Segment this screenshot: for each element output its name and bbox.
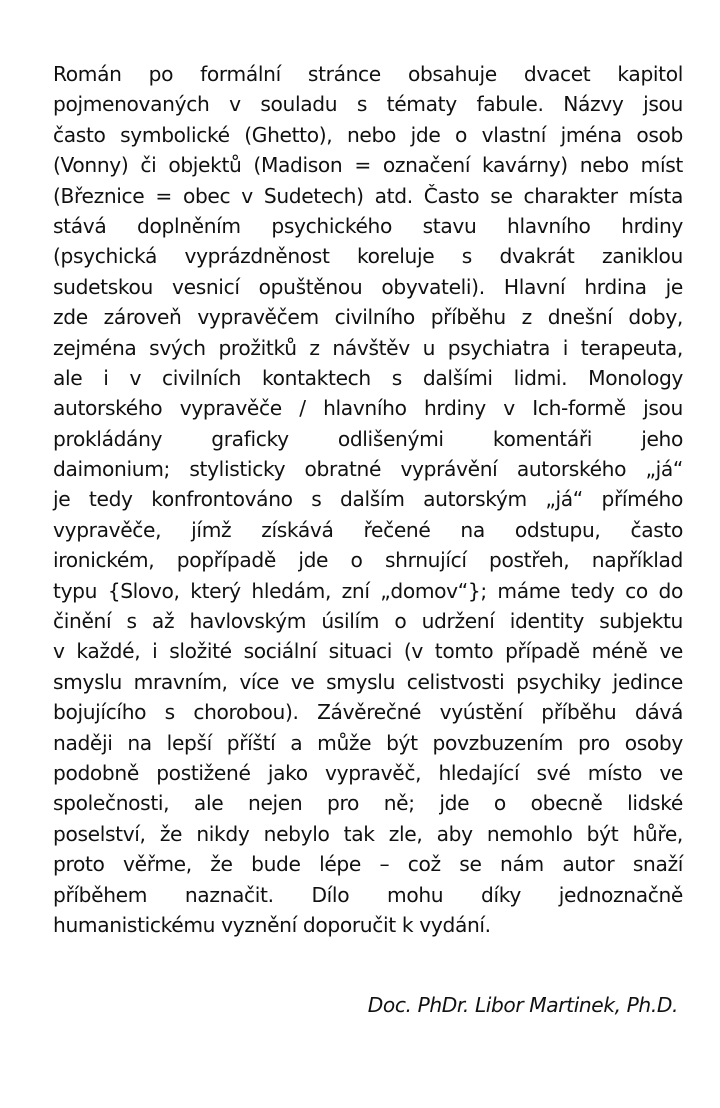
text-line: naději na lepší příští a může být povzbuzením pro osoby xyxy=(53,730,683,755)
text-line: sudetskou vesnicí opuštěnou obyvateli). Hlavní hrdina je xyxy=(53,274,683,299)
text-line: (Březnice = obec v Sudetech) atd. Často se charakter místa xyxy=(53,183,683,208)
text-line: činění s až havlovským úsilím o udržení identity subjektu xyxy=(53,609,683,634)
text-line: smyslu mravním, více ve smyslu celistvosti psychiky jedince xyxy=(53,669,683,694)
text-line: vypravěče, jímž získává řečené na odstupu, často xyxy=(53,517,683,542)
text-line: zde zároveň vypravěčem civilního příběhu z dnešní doby, xyxy=(53,305,683,330)
text-line: (psychická vyprázdněnost koreluje s dvakrát zaniklou xyxy=(53,244,683,269)
text-line: příběhem naznačit. Dílo mohu díky jednoznačně xyxy=(53,882,683,907)
text-line: ale i v civilních kontaktech s dalšími lidmi. Monology xyxy=(53,365,683,390)
text-line: je tedy konfrontováno s dalším autorským „já“ přímého xyxy=(53,487,683,512)
text-line: bojujícího s chorobou). Závěrečné vyústění příběhu dává xyxy=(53,700,683,725)
text-line-last: humanistickému vyznění doporučit k vydání. xyxy=(53,912,491,937)
text-line: Román po formální stránce obsahuje dvacet kapitol xyxy=(53,62,683,86)
text-line: poselství, že nikdy nebylo tak zle, aby nemohlo být hůře, xyxy=(53,821,683,846)
text-line: v každé, i složité sociální situaci (v tomto případě méně ve xyxy=(53,639,683,664)
text-line: autorského vypravěče / hlavního hrdiny v Ich-formě jsou xyxy=(53,396,683,421)
text-line: pojmenovaných v souladu s tématy fabule. Názvy jsou xyxy=(53,92,683,117)
text-line: typu {Slovo, který hledám, zní „domov“}; máme tedy co do xyxy=(53,578,683,603)
text-line: společnosti, ale nejen pro ně; jde o obecně lidské xyxy=(53,791,683,816)
text-line: ironickém, popřípadě jde o shrnující postřeh, například xyxy=(53,548,683,573)
text-line: prokládány graficky odlišenými komentáři jeho xyxy=(53,426,683,451)
text-line: (Vonny) či objektů (Madison = označení kavárny) nebo míst xyxy=(53,153,683,178)
text-line: podobně postižené jako vypravěč, hledající své místo ve xyxy=(53,760,683,785)
review-text-body xyxy=(53,59,683,940)
text-line: daimonium; stylisticky obratné vyprávění autorského „já“ xyxy=(53,457,683,482)
text-line: stává doplněním psychického stavu hlavního hrdiny xyxy=(53,213,683,238)
author-signature: Doc. PhDr. Libor Martinek, Ph.D. xyxy=(367,993,678,1017)
text-line: proto věřme, že bude lépe – což se nám autor snaží xyxy=(53,852,683,877)
text-line: často symbolické (Ghetto), nebo jde o vlastní jména osob xyxy=(53,122,683,147)
text-line: zejména svých prožitků z návštěv u psychiatra i terapeuta, xyxy=(53,335,683,360)
